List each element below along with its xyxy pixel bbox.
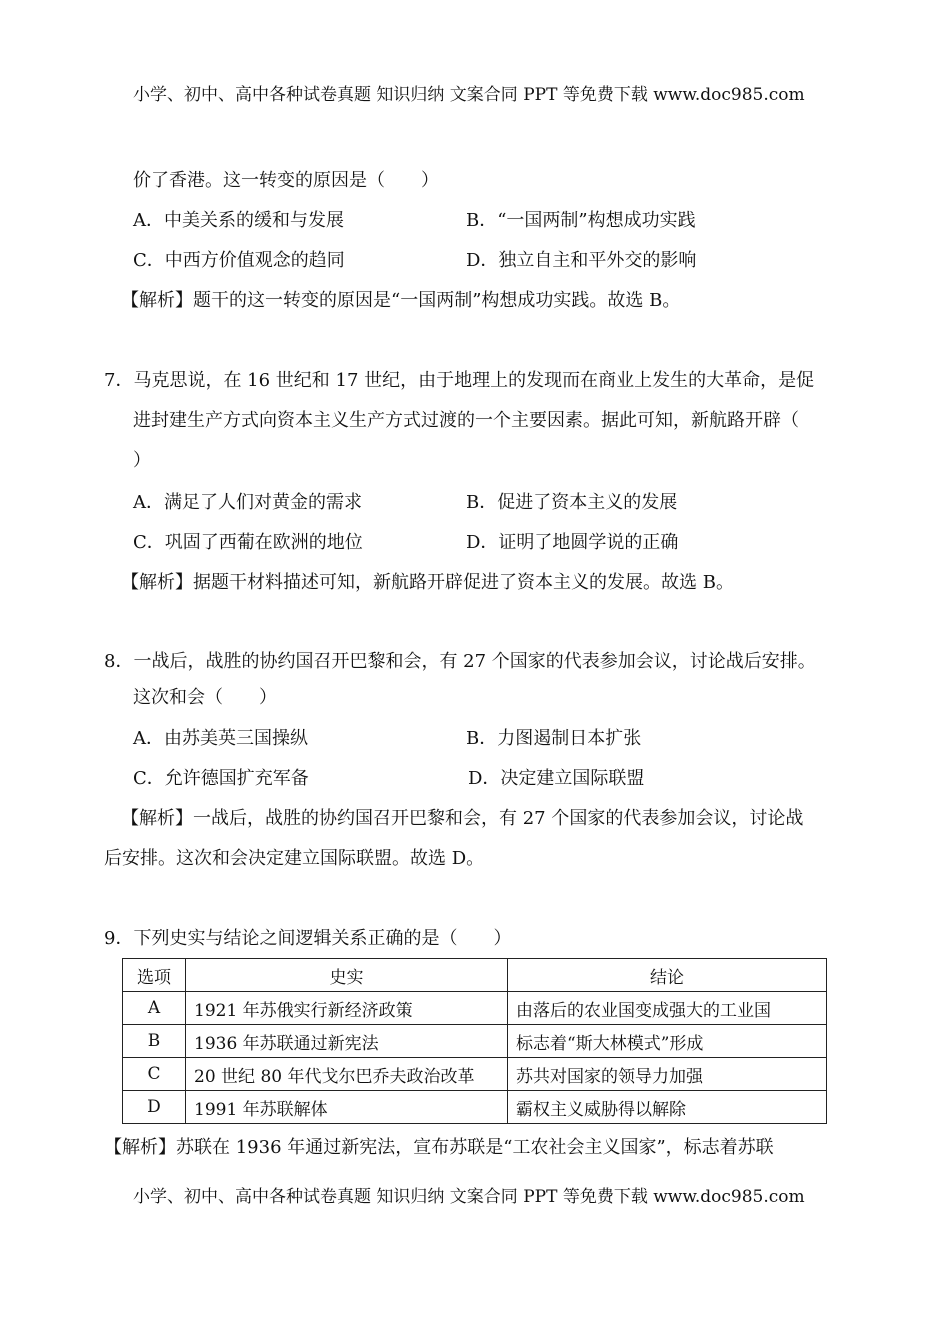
table-cell: 霸权主义威胁得以解除 bbox=[508, 1091, 827, 1124]
page-header: 小学、初中、高中各种试卷真题 知识归纳 文案合同 PPT 等免费下载 www.doc985.com bbox=[133, 85, 805, 105]
q7-analysis: 【解析】据题干材料描述可知，新航路开辟促进了资本主义的发展。故选 B。 bbox=[121, 572, 734, 593]
q8-option-c: C．允许德国扩充军备 bbox=[133, 768, 309, 789]
q7-stem-line2: 进封建生产方式向资本主义生产方式过渡的一个主要因素。据此可知，新航路开辟（ bbox=[133, 410, 799, 431]
table-cell: 1936 年苏联通过新宪法 bbox=[186, 1025, 508, 1058]
q6-option-c: C．中西方价值观念的趋同 bbox=[133, 250, 345, 271]
table-cell: 20 世纪 80 年代戈尔巴乔夫政治改革 bbox=[186, 1058, 508, 1091]
table-row bbox=[123, 1091, 827, 1124]
q9-analysis: 【解析】苏联在 1936 年通过新宪法，宣布苏联是“工农社会主义国家”，标志着苏联 bbox=[104, 1137, 774, 1158]
table-cell: B bbox=[123, 1025, 186, 1058]
q8-option-d: D．决定建立国际联盟 bbox=[468, 768, 645, 789]
q6-stem-end: 价了香港。这一转变的原因是（ ） bbox=[133, 170, 439, 191]
table-cell: D bbox=[123, 1091, 186, 1124]
q9-stem: 9．下列史实与结论之间逻辑关系正确的是（ ） bbox=[104, 928, 512, 949]
q7-stem-line1: 7．马克思说，在 16 世纪和 17 世纪，由于地理上的发现而在商业上发生的大革命，是促 bbox=[104, 370, 815, 391]
q6-analysis: 【解析】题干的这一转变的原因是“一国两制”构想成功实践。故选 B。 bbox=[121, 290, 681, 311]
q6-option-d: D．独立自主和平外交的影响 bbox=[466, 250, 697, 271]
table-header-row bbox=[123, 959, 827, 992]
table-cell: 标志着“斯大林模式”形成 bbox=[508, 1025, 827, 1058]
q7-stem-line3: ） bbox=[133, 450, 151, 471]
q7-option-b: B．促进了资本主义的发展 bbox=[466, 492, 678, 513]
page-footer: 小学、初中、高中各种试卷真题 知识归纳 文案合同 PPT 等免费下载 www.doc985.com bbox=[133, 1187, 805, 1207]
table-cell: 1921 年苏俄实行新经济政策 bbox=[186, 992, 508, 1025]
q8-option-a: A．由苏美英三国操纵 bbox=[133, 728, 308, 749]
table-header-cell: 史实 bbox=[186, 959, 508, 992]
table-header-cell: 结论 bbox=[508, 959, 827, 992]
table-cell: 苏共对国家的领导力加强 bbox=[508, 1058, 827, 1091]
table-cell: 由落后的农业国变成强大的工业国 bbox=[508, 992, 827, 1025]
q6-option-b: B．“一国两制”构想成功实践 bbox=[466, 210, 696, 231]
table-cell: A bbox=[123, 992, 186, 1025]
q8-option-b: B．力图遏制日本扩张 bbox=[466, 728, 642, 749]
table-header-cell: 选项 bbox=[123, 959, 186, 992]
q8-stem-line2: 这次和会（ ） bbox=[133, 687, 277, 708]
table-row bbox=[123, 1058, 827, 1091]
q7-option-c: C．巩固了西葡在欧洲的地位 bbox=[133, 532, 363, 553]
q8-stem-line1: 8．一战后，战胜的协约国召开巴黎和会，有 27 个国家的代表参加会议，讨论战后安排。 bbox=[104, 651, 816, 672]
q6-option-a: A．中美关系的缓和与发展 bbox=[133, 210, 344, 231]
table-cell: 1991 年苏联解体 bbox=[186, 1091, 508, 1124]
table-cell: C bbox=[123, 1058, 186, 1091]
q8-analysis-line2: 后安排。这次和会决定建立国际联盟。故选 D。 bbox=[104, 848, 485, 869]
table-row bbox=[123, 1025, 827, 1058]
q8-analysis-line1: 【解析】一战后，战胜的协约国召开巴黎和会，有 27 个国家的代表参加会议，讨论战 bbox=[121, 808, 804, 829]
q7-option-a: A．满足了人们对黄金的需求 bbox=[133, 492, 362, 513]
table-row bbox=[123, 992, 827, 1025]
q9-table bbox=[122, 958, 827, 1124]
q7-option-d: D．证明了地圆学说的正确 bbox=[466, 532, 679, 553]
